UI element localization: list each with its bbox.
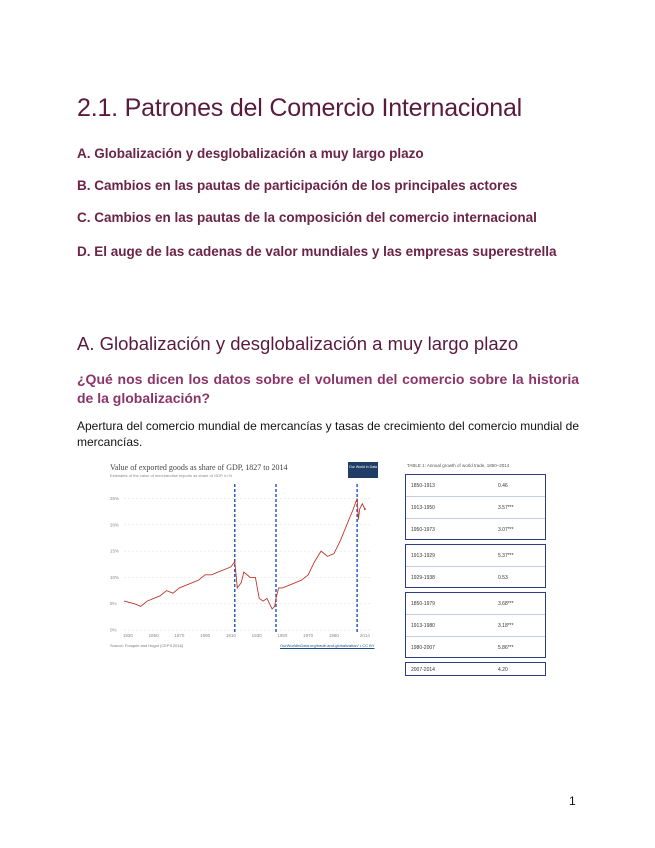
y-tick-label: 15% <box>110 548 120 554</box>
growth-value-cell: 0.53 <box>498 575 508 581</box>
y-tick-label: 20% <box>110 522 120 528</box>
table-row <box>406 497 545 519</box>
series-line <box>124 499 365 610</box>
chart-svg <box>108 462 380 652</box>
period-cell: 1913-1950 <box>411 505 435 511</box>
growth-value-cell: 3.68*** <box>498 601 514 607</box>
y-tick-label: 10% <box>110 574 120 580</box>
toc-item-a[interactable]: A. Globalización y desglobalización a muy largo plazo <box>77 146 424 161</box>
x-tick-label: 1970 <box>303 633 314 638</box>
growth-value-cell: 0.46 <box>498 483 508 489</box>
table-row <box>406 519 545 541</box>
table-group <box>405 474 546 540</box>
x-tick-label: 1950 <box>277 633 288 638</box>
growth-value-cell: 4.20 <box>498 667 508 673</box>
growth-value-cell: 3.07*** <box>498 527 514 533</box>
table-row <box>406 567 545 589</box>
y-tick-label: 0% <box>110 627 117 633</box>
page-number: 1 <box>569 794 576 808</box>
section-heading: A. Globalización y desglobalización a muy largo plazo <box>77 333 519 354</box>
table-row <box>406 663 545 677</box>
period-cell: 2007-2014 <box>411 667 435 673</box>
period-cell: 1913-1980 <box>411 623 435 629</box>
page-title: 2.1. Patrones del Comercio Internacional <box>77 94 523 122</box>
chart-source: Source: Fouquin and Hugot (CEPII 2016) <box>110 643 184 648</box>
x-tick-label: 1910 <box>225 633 236 638</box>
growth-value-cell: 5.86*** <box>498 645 514 651</box>
x-tick-label: 2014 <box>359 633 370 638</box>
x-tick-label: 1870 <box>174 633 185 638</box>
table-group <box>405 544 546 588</box>
toc-item-b[interactable]: B. Cambios en las pautas de participación de los principales actores <box>77 178 518 193</box>
growth-value-cell: 5.37*** <box>498 553 514 559</box>
period-cell: 1913-1929 <box>411 553 435 559</box>
period-cell: 1980-2007 <box>411 645 435 651</box>
period-cell: 1950-1973 <box>411 527 435 533</box>
table-row <box>406 615 545 637</box>
growth-value-cell: 3.57*** <box>498 505 514 511</box>
table-row <box>406 475 545 497</box>
table-caption: TABLE 1: Annual growth of world trade, 1850–2014 <box>407 463 510 468</box>
y-tick-label: 25% <box>110 496 120 502</box>
owid-logo: Our World in Data <box>348 462 378 478</box>
table-group <box>405 592 546 658</box>
table-row <box>406 593 545 615</box>
x-tick-label: 1990 <box>328 633 339 638</box>
body-paragraph: Apertura del comercio mundial de mercancías y tasas de crecimiento del comercio mundial de mercancías. <box>77 419 579 449</box>
x-tick-label: 1850 <box>148 633 159 638</box>
table-row <box>406 637 545 659</box>
chart-links[interactable]: OurWorldInData.org/trade-and-globalization/ • CC BY <box>280 643 375 648</box>
chart-title: Value of exported goods as share of GDP, 1827 to 2014 <box>110 463 288 472</box>
chart-figure <box>108 462 380 652</box>
chart-subtitle: Estimates of the value of merchandise exports as share of GDP, in % <box>110 473 233 478</box>
growth-value-cell: 3.18*** <box>498 623 514 629</box>
x-tick-label: 1890 <box>200 633 211 638</box>
toc-item-d[interactable]: D. El auge de las cadenas de valor mundiales y las empresas superestrella <box>77 244 557 259</box>
y-tick-label: 5% <box>110 601 117 607</box>
period-cell: 1929-1938 <box>411 575 435 581</box>
table-row <box>406 545 545 567</box>
x-tick-label: 1830 <box>122 633 133 638</box>
toc-item-c[interactable]: C. Cambios en las pautas de la composición del comercio internacional <box>77 210 537 225</box>
x-tick-label: 1930 <box>251 633 262 638</box>
table-group <box>405 662 546 676</box>
period-cell: 1850-1979 <box>411 601 435 607</box>
period-cell: 1850-1913 <box>411 483 435 489</box>
series-end-point <box>364 508 366 510</box>
sub-question: ¿Qué nos dicen los datos sobre el volumen del comercio sobre la historia de la globalización? <box>77 371 579 406</box>
growth-table <box>405 462 548 673</box>
